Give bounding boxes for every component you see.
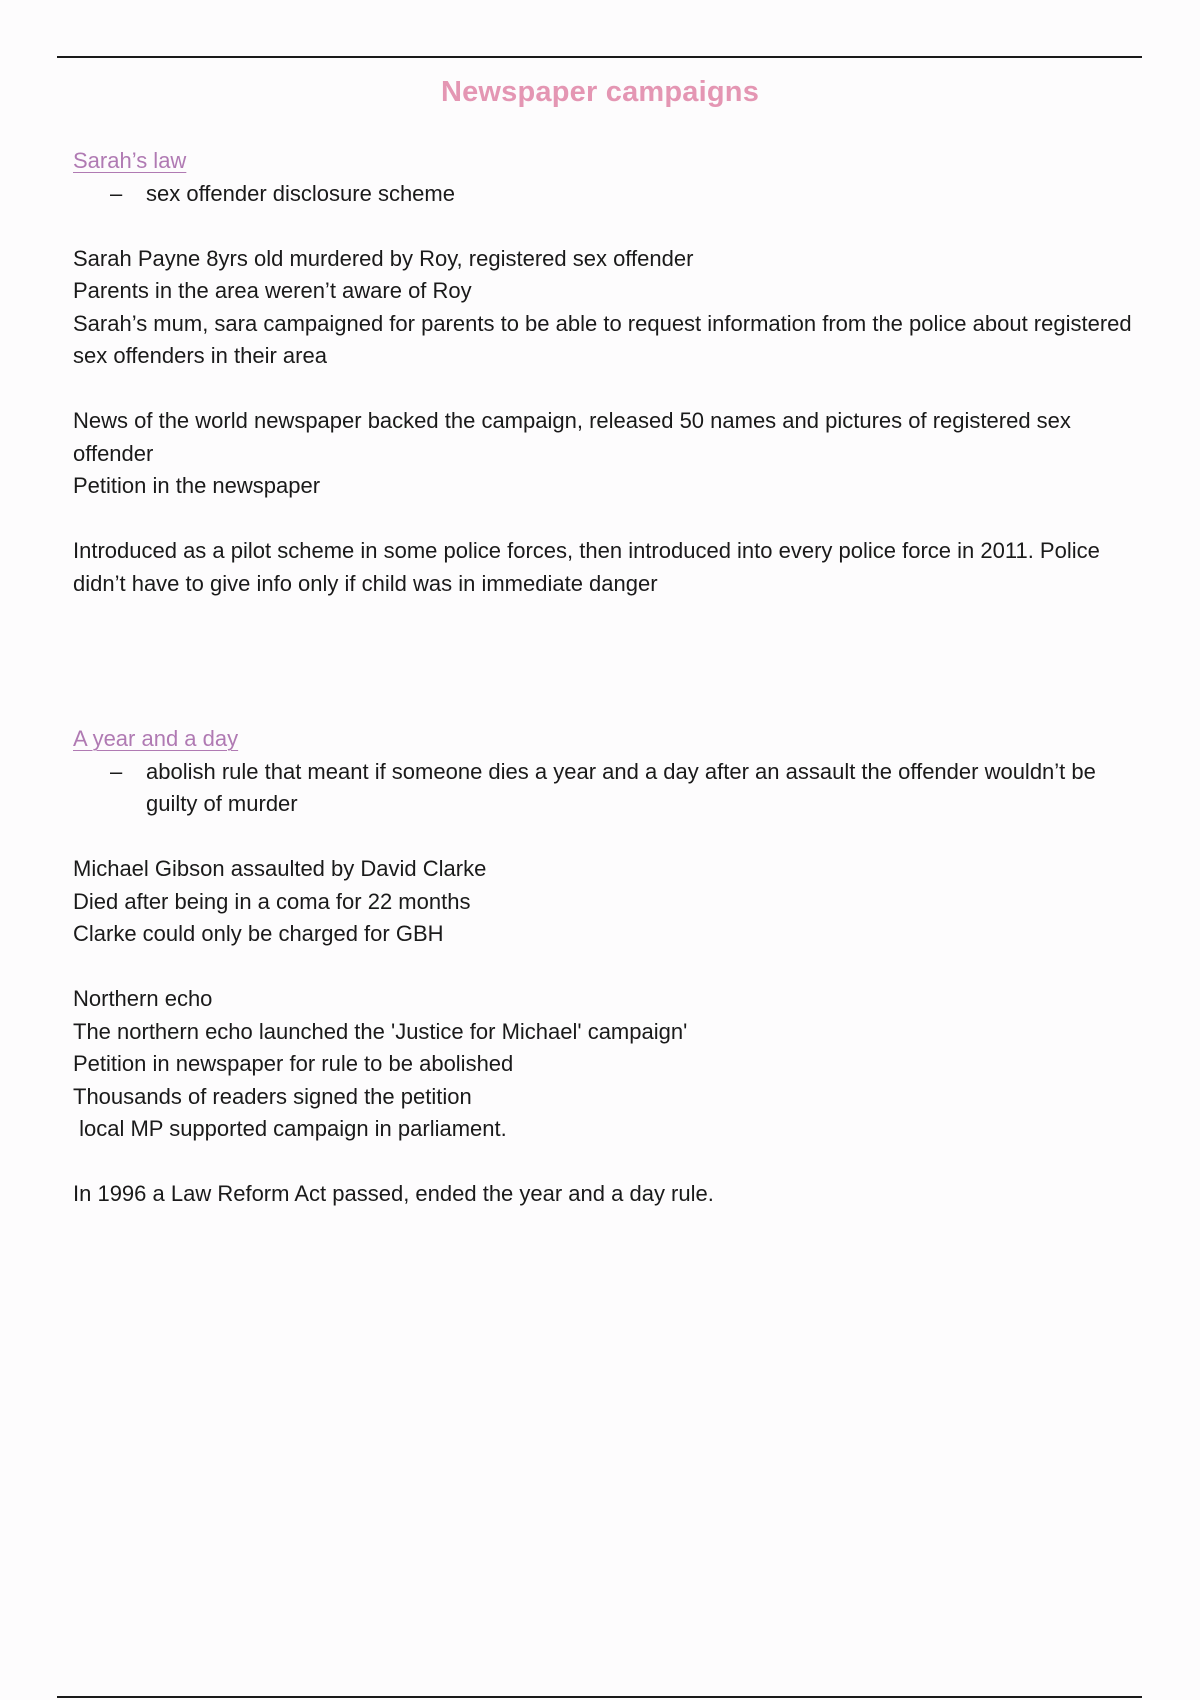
bullet-text: abolish rule that meant if someone dies a year and a day after an assault the offender wouldn’t be guilty of murder: [146, 758, 1096, 816]
paragraph: [73, 983, 1143, 1146]
text-line: Petition in newspaper for rule to be abolished: [73, 1051, 514, 1076]
paragraph: [73, 1178, 1143, 1211]
section-heading: A year and a day: [73, 726, 239, 751]
text-line: The northern echo launched the 'Justice for Michael' campaign': [73, 1018, 688, 1044]
text-line: Introduced as a pilot scheme in some police forces, then introduced into every police force in 2011. Police didn’t have to give info only if child was in immediate danger: [73, 538, 1106, 596]
paragraph: [73, 853, 1143, 951]
paragraph: [73, 405, 1143, 503]
bullet-dash: –: [110, 180, 123, 206]
section-sarahs-law: [73, 145, 1143, 600]
bullet-item: [73, 178, 1143, 211]
bullet-text: sex offender disclosure scheme: [146, 180, 455, 206]
text-line: Sarah’s mum, sara campaigned for parents to be able to request information from the police about registered sex offenders in their area: [73, 310, 1138, 368]
text-line: Parents in the area weren’t aware of Roy: [73, 278, 472, 303]
text-line: News of the world newspaper backed the campaign, released 50 names and pictures of registered sex offender: [73, 408, 1078, 466]
text-line: local MP supported campaign in parliament.: [73, 1116, 507, 1141]
section-year-and-a-day: [73, 723, 1143, 1211]
text-line: Sarah Payne 8yrs old murdered by Roy, registered sex offender: [73, 245, 694, 271]
text-line: In 1996 a Law Reform Act passed, ended the year and a day rule.: [73, 1181, 714, 1206]
text-line: Michael Gibson assaulted by David Clarke: [73, 856, 487, 881]
bullet-dash: –: [110, 758, 123, 784]
bottom-rule: [57, 1696, 1142, 1698]
top-rule: [57, 56, 1142, 58]
paragraph: [73, 243, 1143, 373]
text-line: Clarke could only be charged for GBH: [73, 921, 444, 946]
page-title: Newspaper campaigns: [440, 76, 760, 108]
section-heading: Sarah’s law: [73, 148, 187, 173]
text-line: Northern echo: [73, 986, 213, 1011]
text-line: Petition in the newspaper: [73, 473, 321, 498]
bullet-item: [73, 756, 1143, 821]
text-line: Died after being in a coma for 22 months: [73, 888, 471, 914]
text-line: Thousands of readers signed the petition: [73, 1083, 472, 1109]
paragraph: [73, 535, 1143, 600]
